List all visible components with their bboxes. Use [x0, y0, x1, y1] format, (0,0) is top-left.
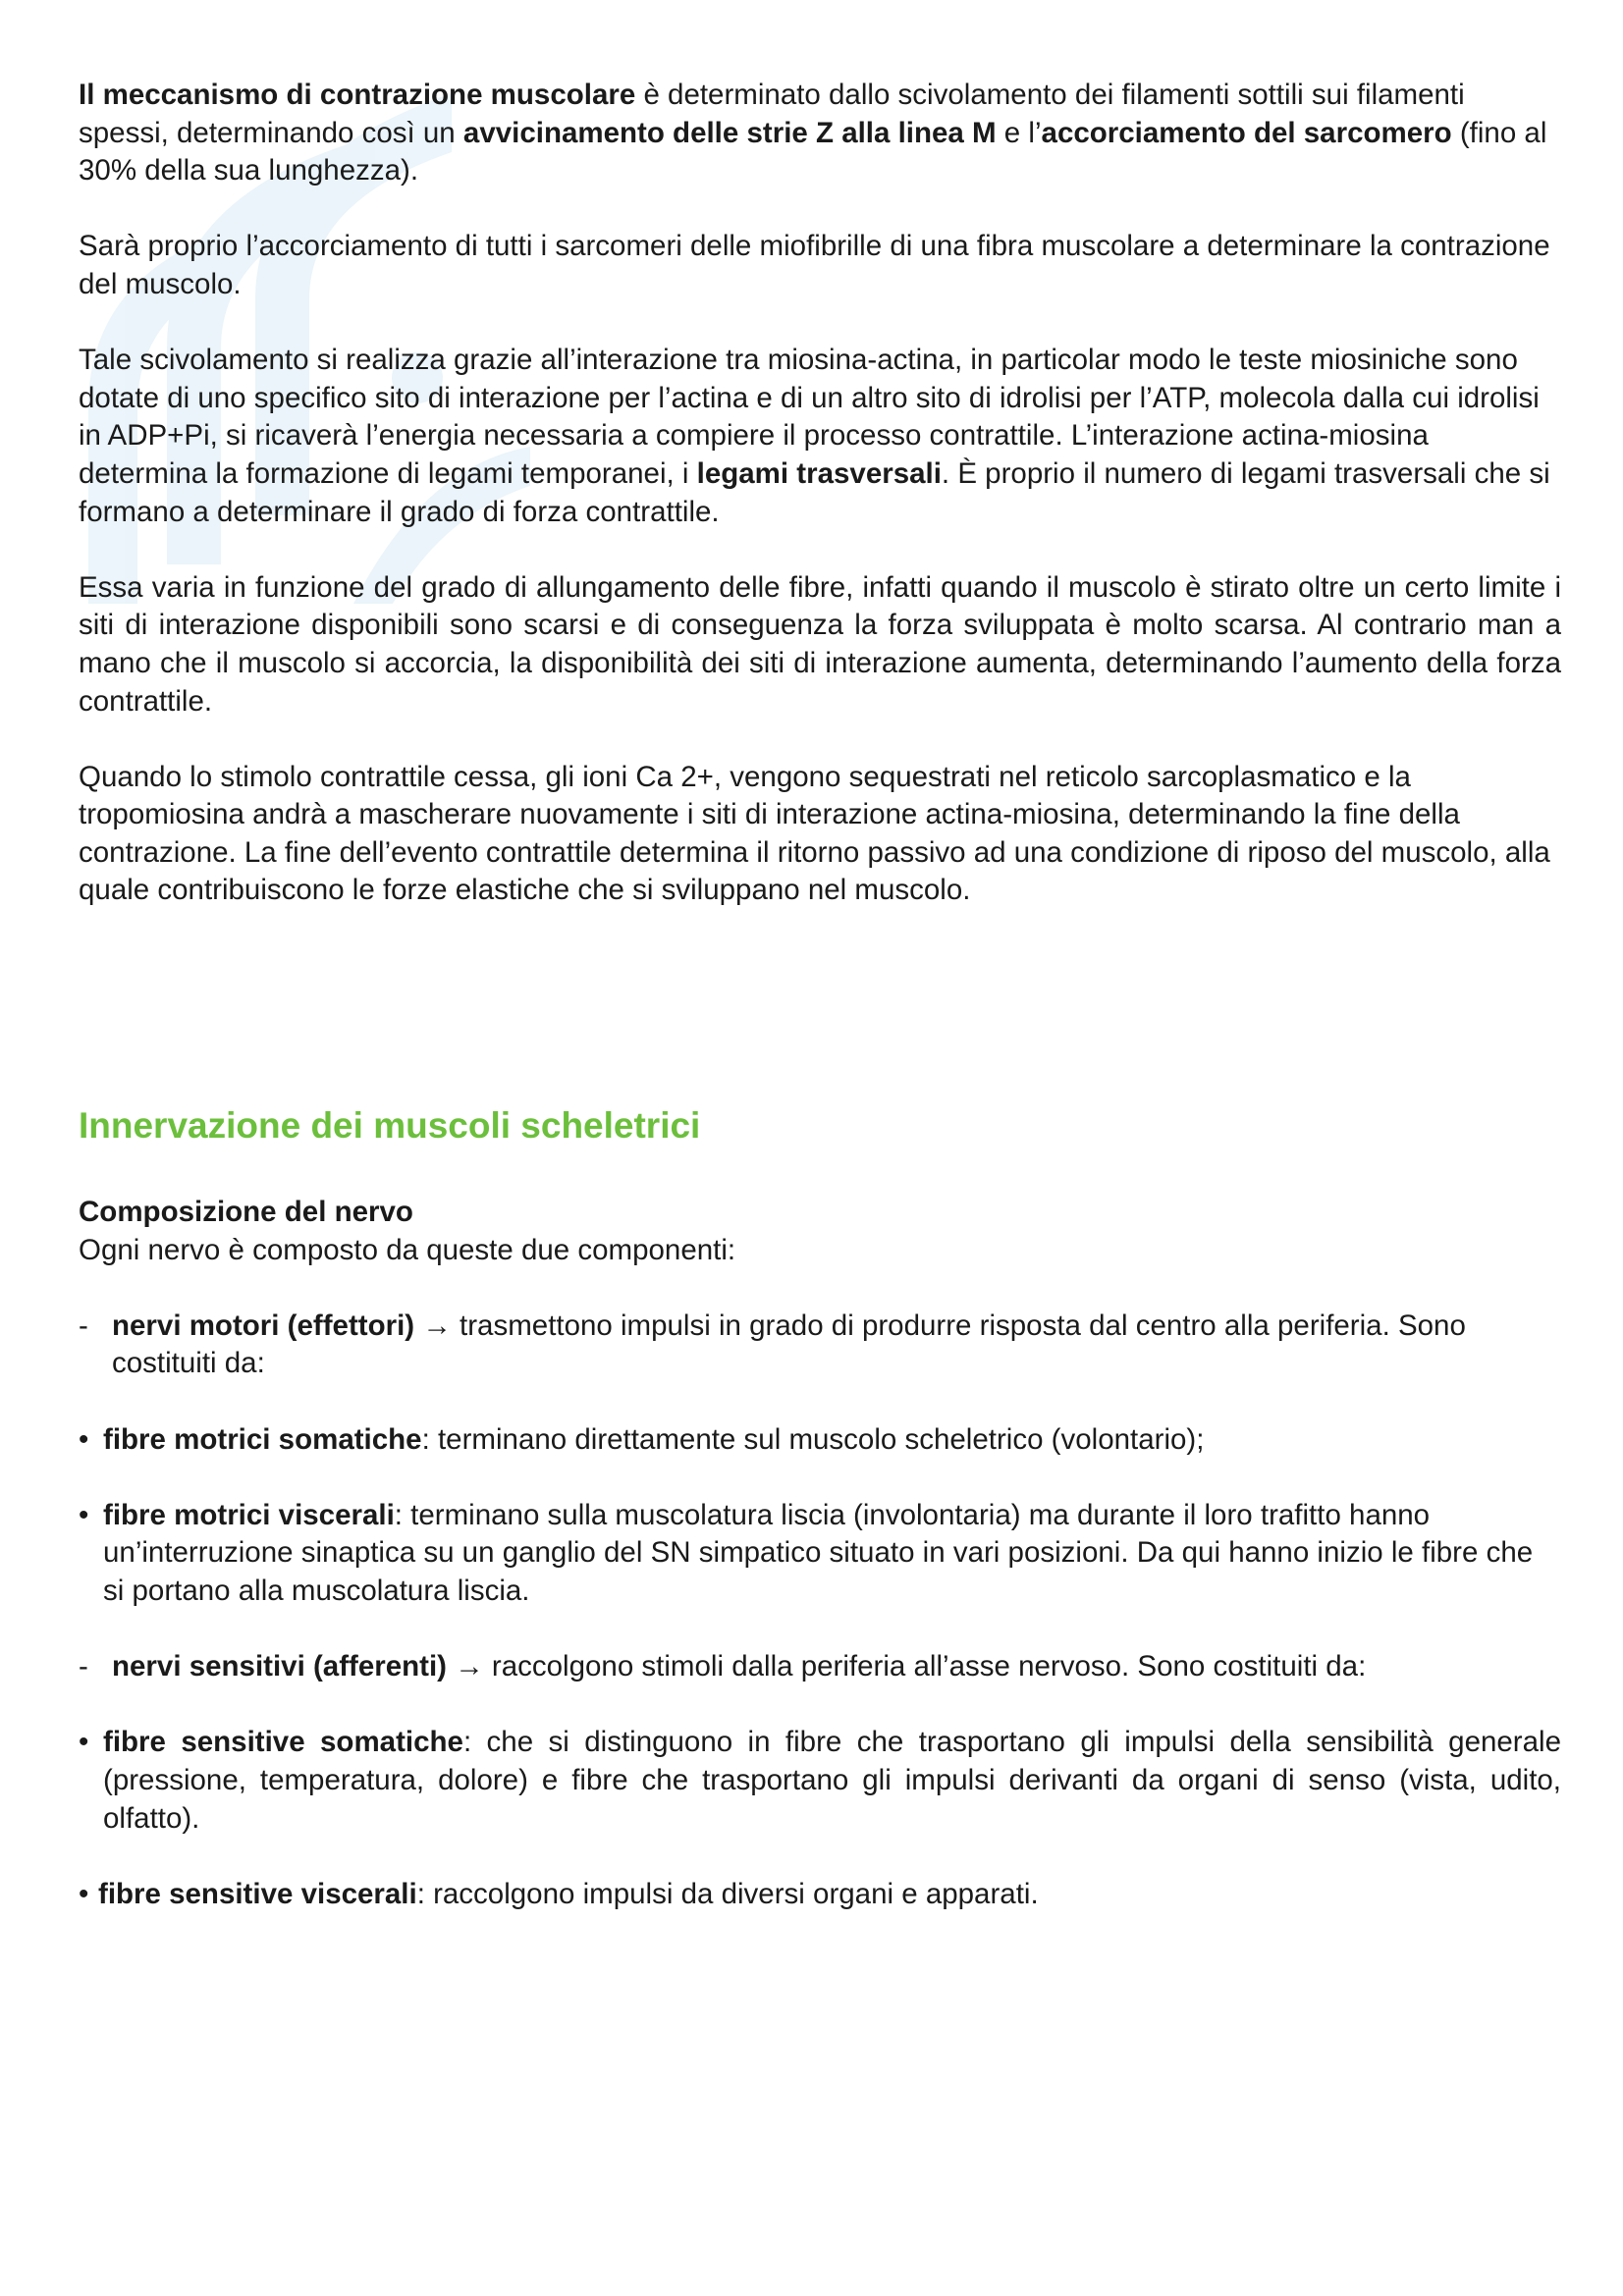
text-run: Sarà proprio l’accorciamento di tutti i sarcomeri delle miofibrille di una fibra muscolare a determinare la contrazione del muscolo. — [79, 230, 1550, 300]
text-run: Essa varia in funzione del grado di allungamento delle fibre, infatti quando il muscolo è stirato oltre un certo limite i siti di interazione disponibili sono scarsi e di conseguenza la forza sviluppata è molto scarsa. Al contrario man a mano che il muscolo si accorcia, la disponibilità dei siti di interazione aumenta, determinando l’aumento della forza contrattile. — [79, 570, 1561, 718]
paragraph — [79, 342, 1561, 531]
bold-term: accorciamento del sarcomero — [1041, 116, 1452, 149]
bullet-marker: • — [79, 1877, 89, 1910]
motor-nerves-term: nervi motori (effettori) — [112, 1308, 415, 1342]
text-run: Quando lo stimolo contrattile cessa, gli ioni Ca 2+, vengono sequestrati nel reticolo sarcoplasmatico e la tropomiosina andrà a mascherare nuovamente i siti di interazione actina-miosina, determinando la fine della contrazione. La fine dell’evento contrattile determina il ritorno passivo ad una condizione di riposo del muscolo, alla quale contribuiscono le forze elastiche che si sviluppano nel muscolo. — [79, 760, 1550, 907]
list-item — [79, 1876, 1561, 1914]
motor-nerves-item — [79, 1308, 1561, 1383]
sensory-nerves-item — [79, 1648, 1561, 1686]
list-item-term: fibre sensitive viscerali — [98, 1877, 417, 1910]
paragraph — [79, 77, 1561, 190]
dash-marker: - — [79, 1650, 88, 1683]
list-item-term: fibre motrici somatiche — [103, 1422, 422, 1456]
list-item — [79, 1724, 1561, 1838]
intro-text: Ogni nervo è composto da queste due componenti: — [79, 1233, 736, 1266]
list-item-text: : che si distinguono in fibre che trasportano gli impulsi della sensibilità generale (pressione, temperatura, dolore) e fibre che trasportano gli impulsi derivanti da organi di senso (vista, udito, olfatto). — [103, 1726, 1561, 1835]
sensory-nerves-text: raccolgono stimoli dalla periferia all’asse nervoso. Sono costituiti da: — [491, 1650, 1367, 1683]
list-item — [79, 1421, 1561, 1460]
bold-term: Il meccanismo di contrazione muscolare — [79, 79, 636, 111]
nerve-composition-block — [79, 1194, 1561, 1951]
list-item-term: fibre motrici viscerali — [103, 1498, 395, 1531]
bold-term: avvicinamento delle strie Z alla linea M — [462, 116, 997, 149]
text-run: (fino al 30% della sua lunghezza). — [79, 116, 1547, 187]
bullet-marker: • — [79, 1726, 89, 1759]
text-run: e l’ — [996, 116, 1042, 149]
arrow: → — [447, 1650, 492, 1683]
list-item-text: : terminano sulla muscolatura liscia (involontaria) ma durante il loro trafitto hanno un’interruzione sinaptica su un ganglio del SN simpatico situato in vari posizioni. Da qui hanno inizio le fibre che si portano alla muscolatura liscia. — [103, 1498, 1534, 1607]
text-run: Tale scivolamento si realizza grazie all’interazione tra miosina-actina, in particolar modo le teste miosiniche sono dotate di uno specifico sito di interazione per l’actina e di un altro sito di idrolisi per l’ATP, molecola dalla cui idrolisi in ADP+Pi, si ricaverà l’energia necessaria a compiere il processo contrattile. L’interazione actina-miosina determina la formazione di legami temporanei, i — [79, 344, 1540, 490]
paragraph — [79, 228, 1561, 303]
bold-term: legami trasversali — [696, 456, 942, 490]
list-item-term: fibre sensitive somatiche — [103, 1726, 463, 1759]
paragraph — [79, 569, 1561, 721]
list-item-text: : raccolgono impulsi da diversi organi e apparati. — [416, 1877, 1039, 1910]
sensory-nerves-term: nervi sensitivi (afferenti) — [112, 1650, 447, 1683]
text-run: . È proprio il numero di legami trasversali che si formano a determinare il grado di forza contrattile. — [79, 456, 1550, 528]
dash-marker: - — [79, 1308, 88, 1342]
list-item-text: : terminano direttamente sul muscolo scheletrico (volontario); — [421, 1422, 1205, 1456]
bullet-marker: • — [79, 1422, 89, 1456]
arrow: → — [414, 1308, 460, 1342]
section-title: Innervazione dei muscoli scheletrici — [79, 1105, 701, 1146]
bullet-marker: • — [79, 1498, 89, 1531]
motor-nerves-text: trasmettono impulsi in grado di produrre risposta dal centro alla periferia. Sono costituiti da: — [112, 1308, 1466, 1380]
list-item — [79, 1497, 1561, 1611]
body-text — [79, 77, 1561, 948]
paragraph — [79, 759, 1561, 910]
subheading: Composizione del nervo — [79, 1196, 413, 1228]
text-run: è determinato dallo scivolamento dei filamenti sottili sui filamenti spessi, determinando così un — [79, 79, 1465, 149]
